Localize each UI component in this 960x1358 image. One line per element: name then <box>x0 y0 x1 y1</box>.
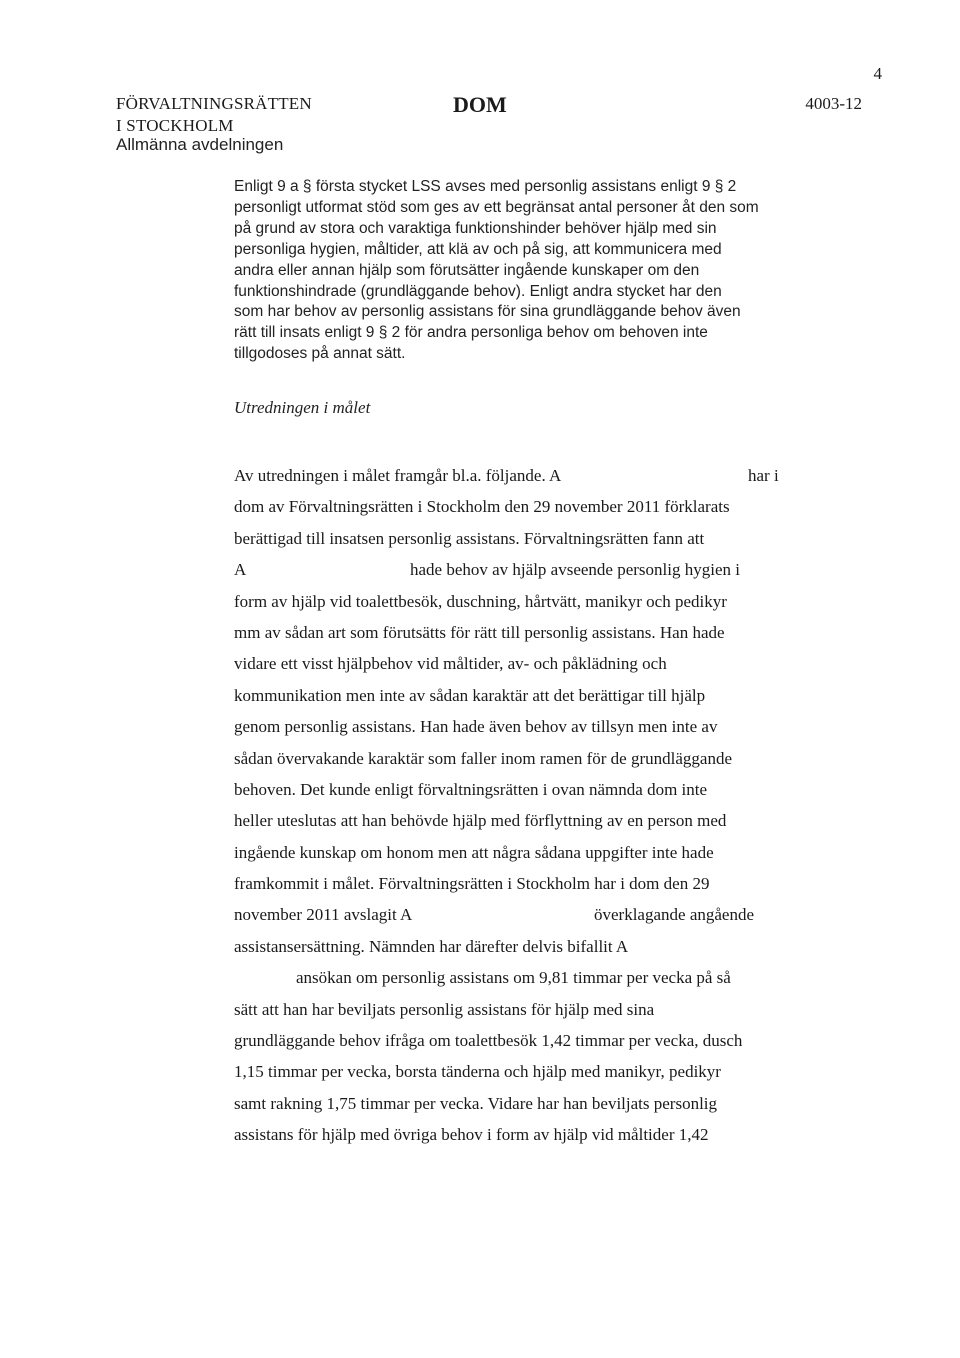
paragraph-line: samt rakning 1,75 timmar per vecka. Vidare har han beviljats personlig <box>234 1093 718 1113</box>
court-department: Allmänna avdelningen <box>116 135 284 154</box>
paragraph-line: behoven. Det kunde enligt förvaltningsrätten i ovan nämnda dom inte <box>234 779 708 799</box>
paragraph-line <box>234 962 794 993</box>
paragraph-line: personliga hygien, måltider, att klä av och på sig, att kommunicera med <box>234 240 722 258</box>
page-number: 4 <box>873 64 882 83</box>
document-type: DOM <box>453 92 507 117</box>
paragraph-line: assistansersättning. Nämnden har därefter delvis bifallit A <box>234 936 629 956</box>
paragraph-line: andra eller annan hjälp som förutsätter ingående kunskaper om den <box>234 261 700 279</box>
paragraph-line: personligt utformat stöd som ges av ett begränsat antal personer åt den som <box>234 198 759 216</box>
court-name <box>116 93 312 137</box>
paragraph-line <box>234 554 794 585</box>
paragraph-line: genom personlig assistans. Han hade även behov av tillsyn men inte av <box>234 717 718 737</box>
paragraph-line: Enligt 9 a § första stycket LSS avses med personlig assistans enligt 9 § 2 <box>234 178 737 195</box>
legal-paragraph <box>234 177 804 365</box>
paragraph-line: vidare ett visst hjälpbehov vid måltider, av- och påklädning och <box>234 654 667 674</box>
paragraph-line: på grund av stora och varaktiga funktionshinder behöver hjälp med sin <box>234 219 717 237</box>
paragraph-line: assistans för hjälp med övriga behov i form av hjälp vid måltider 1,42 <box>234 1125 709 1145</box>
paragraph-line: berättigad till insatsen personlig assistans. Förvaltningsrätten fann att <box>234 528 705 548</box>
investigation-paragraph <box>234 460 794 1151</box>
case-number: 4003-12 <box>805 94 862 113</box>
line-segment: hade behov av hjälp avseende personlig hygien i <box>410 560 740 580</box>
line-segment: november 2011 avslagit A <box>234 905 413 925</box>
line-segment: överklagande angående <box>594 905 754 925</box>
paragraph-line: grundläggande behov ifråga om toalettbesök 1,42 timmar per vecka, dusch <box>234 1031 743 1051</box>
line-segment: A <box>234 560 247 580</box>
line-segment: har i <box>748 466 779 485</box>
paragraph-line: rätt till insats enligt 9 § 2 för andra personliga behov om behoven inte <box>234 324 708 342</box>
paragraph-line <box>234 899 794 930</box>
section-heading: Utredningen i målet <box>234 398 371 417</box>
court-name-line2: I STOCKHOLM <box>116 116 234 135</box>
paragraph-line: tillgodoses på annat sätt. <box>234 345 406 363</box>
court-name-line1: FÖRVALTNINGSRÄTTEN <box>116 94 312 113</box>
paragraph-line <box>234 460 794 491</box>
paragraph-line: dom av Förvaltningsrätten i Stockholm den 29 november 2011 förklarats <box>234 497 730 517</box>
paragraph-line: 1,15 timmar per vecka, borsta tänderna och hjälp med manikyr, pedikyr <box>234 1062 721 1082</box>
line-segment: ansökan om personlig assistans om 9,81 timmar per vecka på så <box>296 968 731 988</box>
paragraph-line: ingående kunskap om honom men att några sådana uppgifter inte hade <box>234 842 714 862</box>
line-segment: Av utredningen i målet framgår bl.a. följande. A <box>234 466 562 485</box>
paragraph-line: sådan övervakande karaktär som faller inom ramen för de grundläggande <box>234 748 732 768</box>
paragraph-line: mm av sådan art som förutsätts för rätt till personlig assistans. Han hade <box>234 622 725 642</box>
paragraph-line: sätt att han har beviljats personlig assistans för hjälp med sina <box>234 999 655 1019</box>
paragraph-line: framkommit i målet. Förvaltningsrätten i Stockholm har i dom den 29 <box>234 874 710 894</box>
paragraph-line: form av hjälp vid toalettbesök, duschning, hårtvätt, manikyr och pedikyr <box>234 591 727 611</box>
paragraph-line: som har behov av personlig assistans för sina grundläggande behov även <box>234 303 741 321</box>
paragraph-line: funktionshindrade (grundläggande behov). Enligt andra stycket har den <box>234 282 722 300</box>
paragraph-line: heller uteslutas att han behövde hjälp med förflyttning av en person med <box>234 811 727 831</box>
paragraph-line: kommunikation men inte av sådan karaktär att det berättigar till hjälp <box>234 685 706 705</box>
